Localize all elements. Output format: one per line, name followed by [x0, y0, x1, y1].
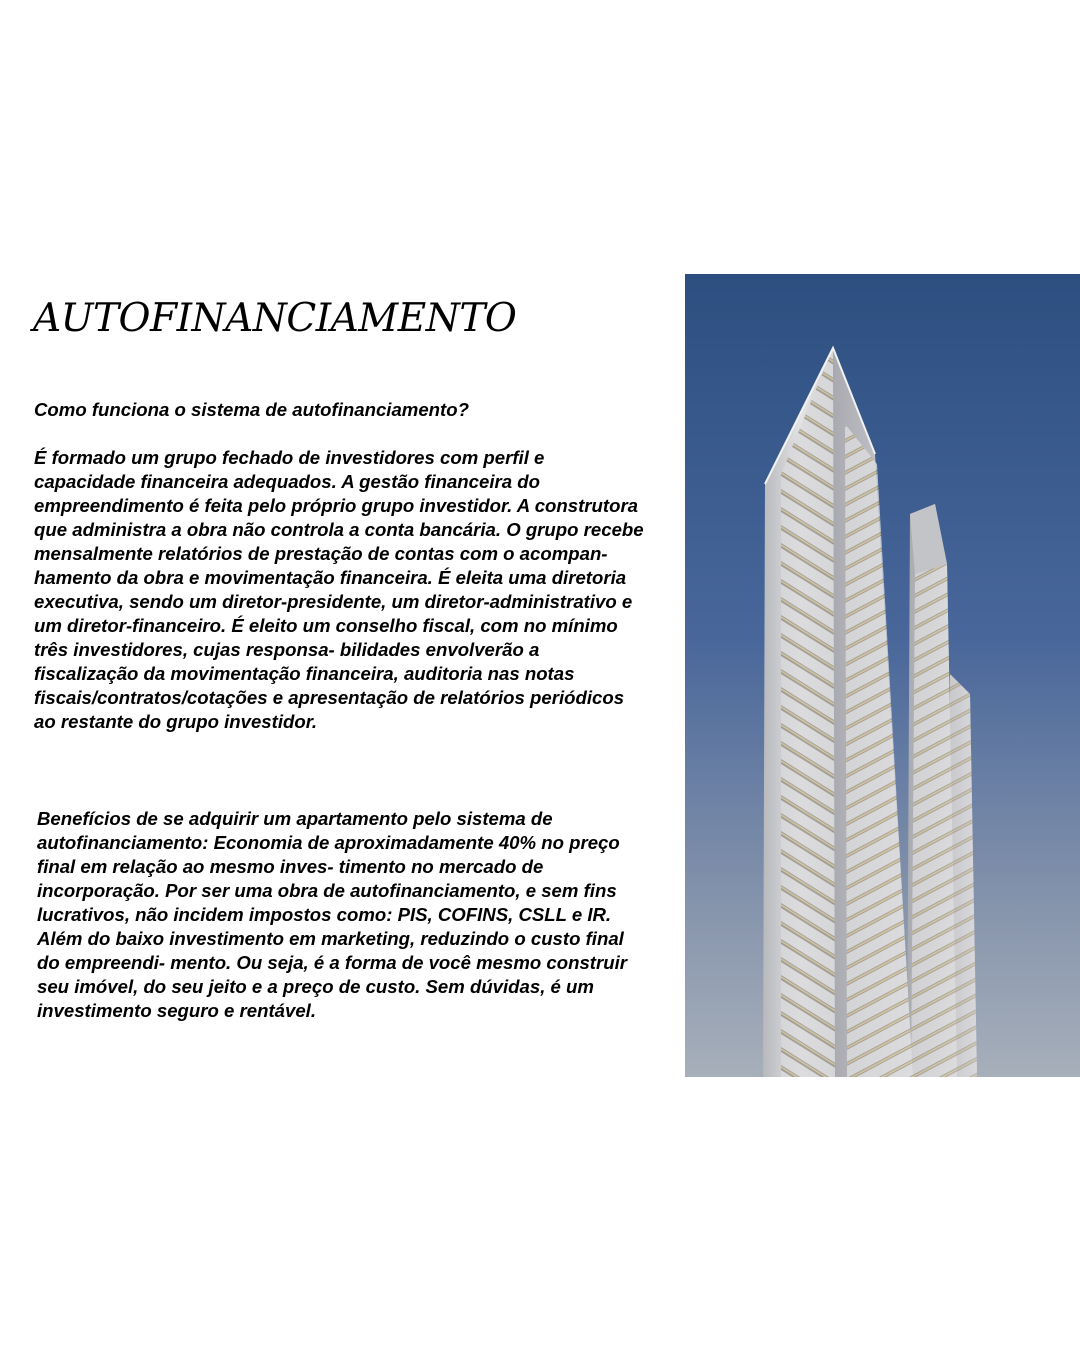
question-text: Como funciona o sistema de autofinanciamento? — [34, 399, 469, 420]
page-title: AUTOFINANCIAMENTO — [33, 296, 517, 341]
tower-rendering-image — [685, 274, 1080, 1077]
how-it-works-paragraph: É formado um grupo fechado de investidores com perfil e capacidade financeira adequados. A gestão financeira do empreendimento é feita pelo próprio grupo investidor. A construtora que administra a obra não controla a conta bancária. O grupo recebe mensalmente relatórios de prestação de contas com o acompan- hamento da obra e movimentação financeira. É eleita uma diretoria executiva, sendo um diretor-presidente, um diretor-administrativo e um diretor-financeiro. É eleito um conselho fiscal, com no mínimo três investidores, cujas responsa- bilidades envolverão a fiscalização da movimentação financeira, auditoria nas notas fiscais/contratos/cotações e apresentação de relatórios periódicos ao restante do grupo investidor. — [34, 447, 644, 732]
benefits-paragraph: Benefícios de se adquirir um apartamento pelo sistema de autofinanciamento: Economia de aproximadamente 40% no preço final em relação ao mesmo inves- timento no mercado de incorporação. Por ser uma obra de autofinanciamento, e sem fins lucrativos, não incidem impostos como: PIS, COFINS, CSLL e IR. Além do baixo investimento em marketing, reduzindo o custo final do empreendi- mento. Ou seja, é a forma de você mesmo construir seu imóvel, do seu jeito e a preço de custo. Sem dúvidas, é um investimento seguro e rentável. — [37, 808, 627, 1021]
